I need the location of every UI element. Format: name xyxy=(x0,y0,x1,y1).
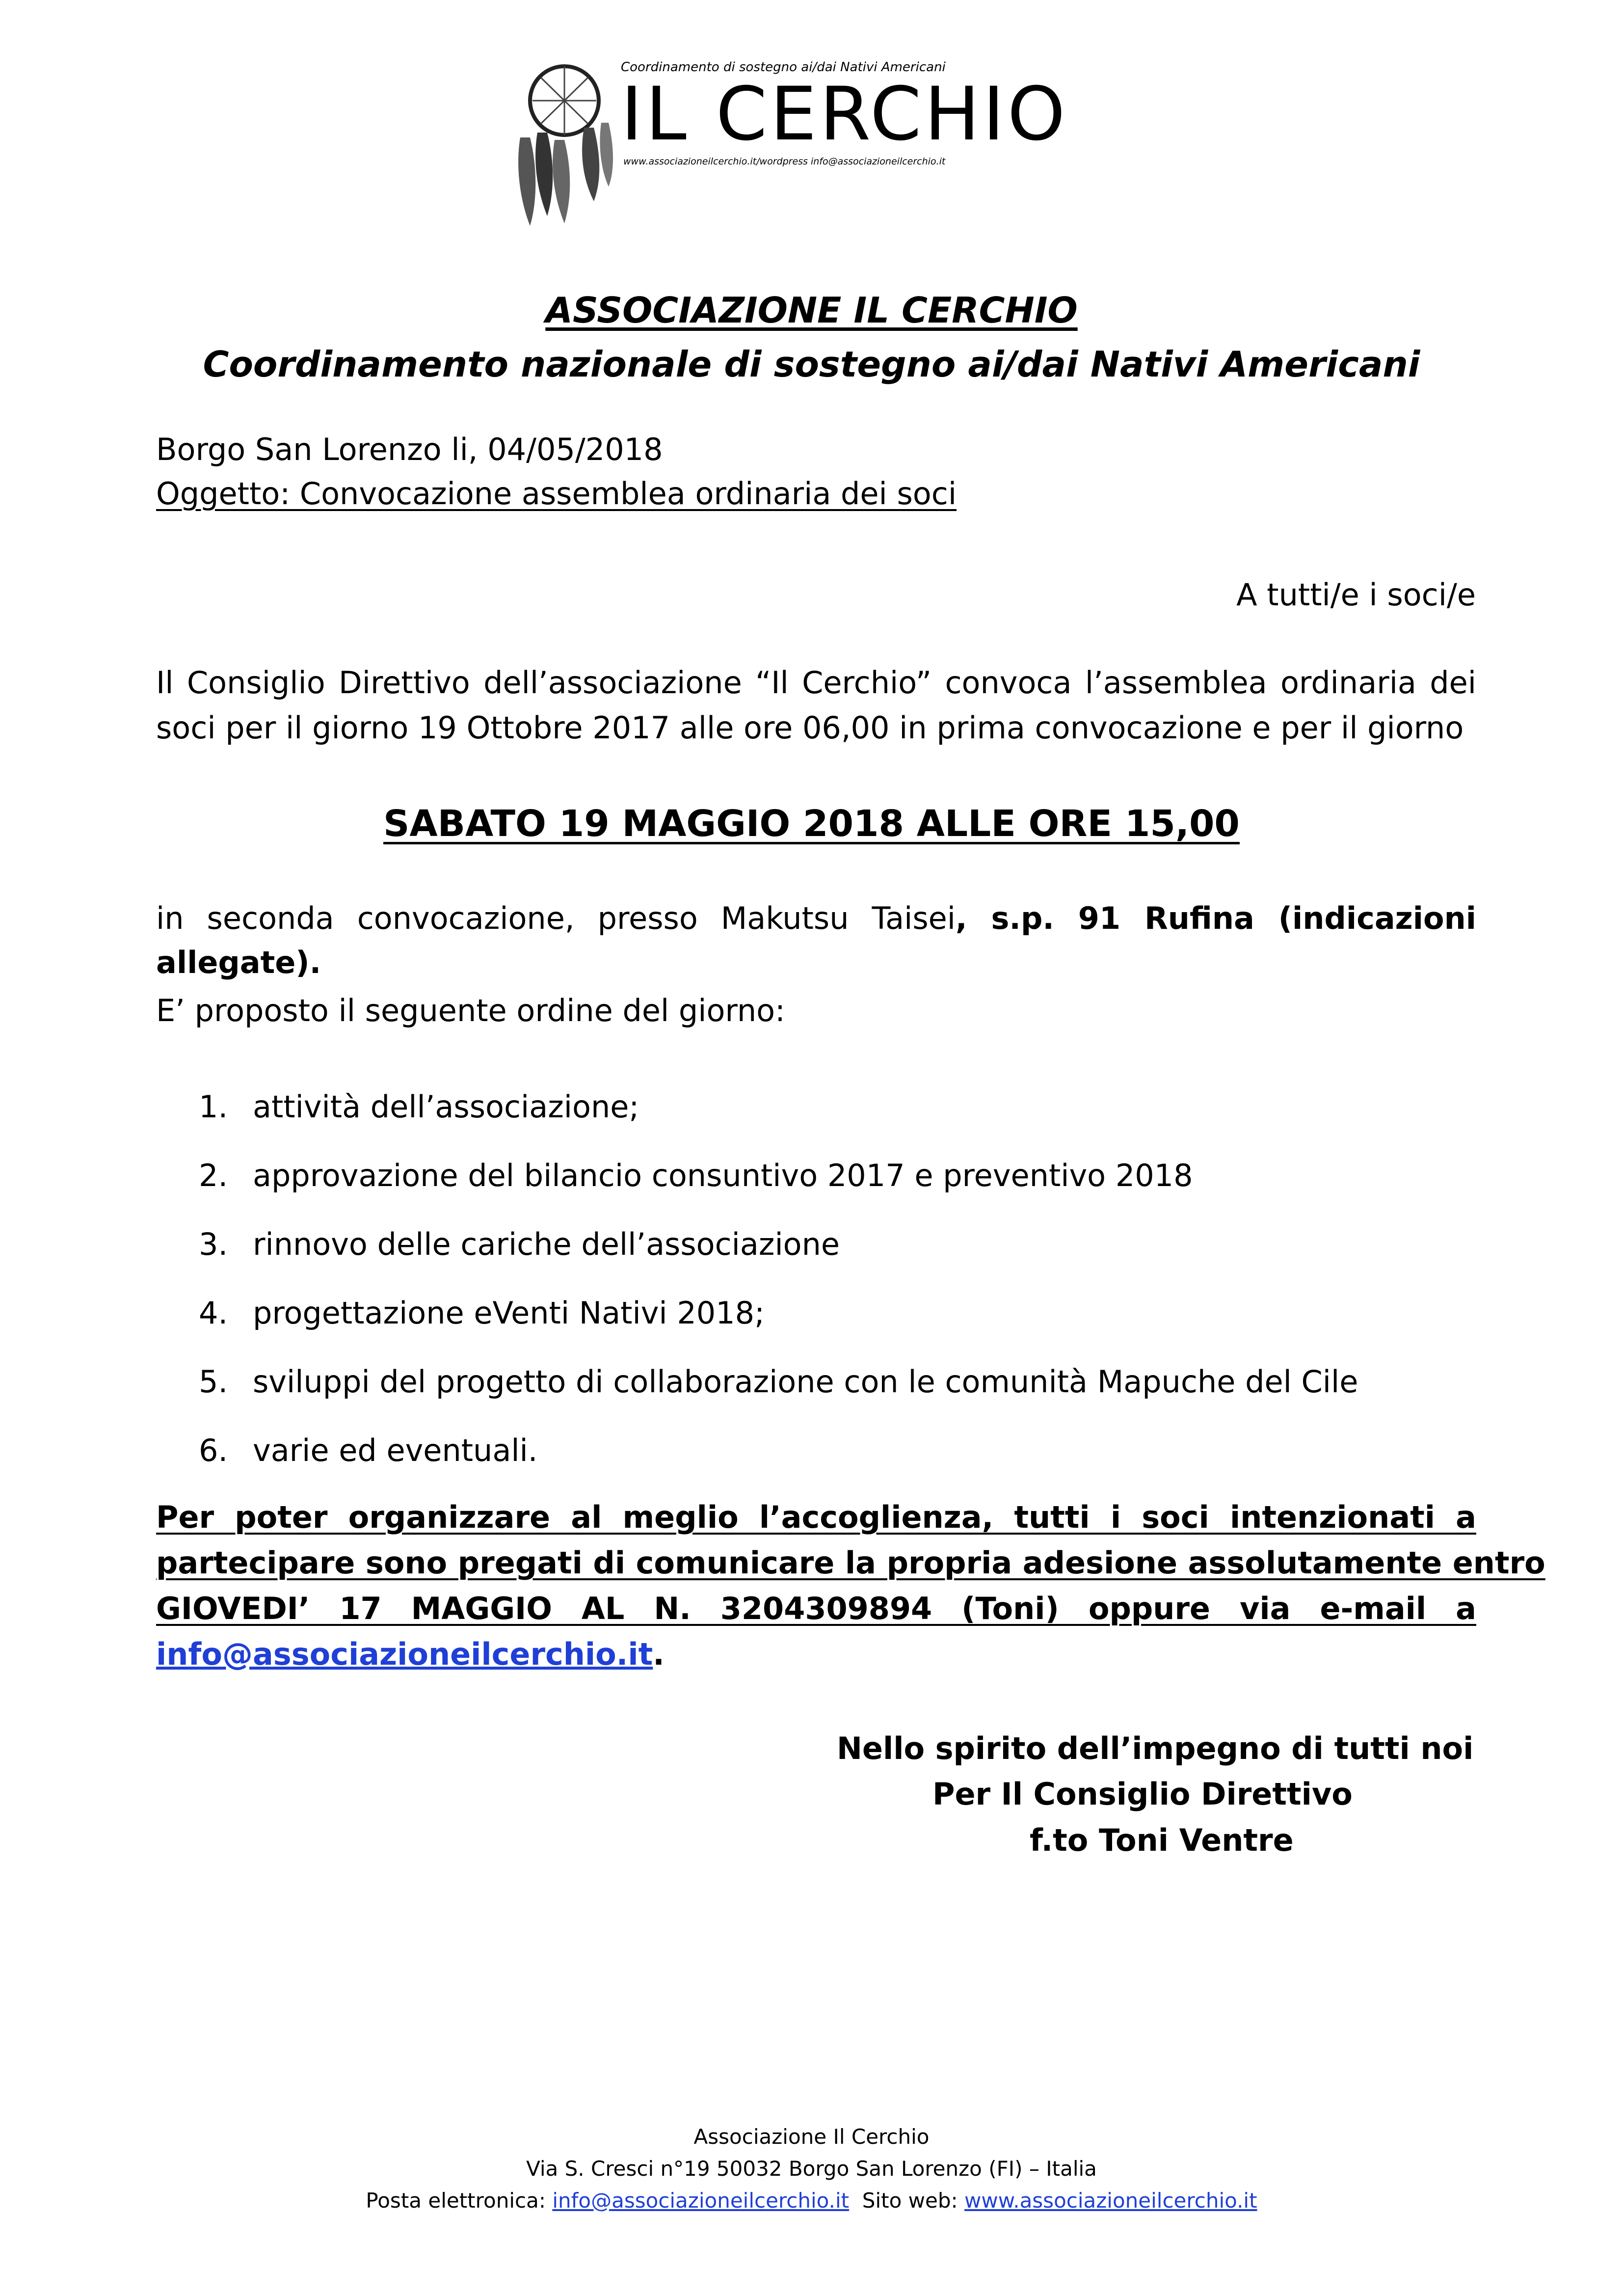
agenda-item: 6. varie ed eventuali. xyxy=(199,1432,538,1468)
place-date: Borgo San Lorenzo li, 04/05/2018 xyxy=(156,432,663,467)
location-line-2: allegate). xyxy=(156,945,321,980)
agenda-item: 3. rinnovo delle cariche dell’associazione xyxy=(199,1226,840,1262)
notice-line-1: Per poter organizzare al meglio l’accoglienza, tutti i soci intenzionati a xyxy=(156,1499,1476,1535)
signature-line-3: f.to Toni Ventre xyxy=(1030,1822,1294,1858)
agenda-item: 4. progettazione eVenti Nativi 2018; xyxy=(199,1295,765,1331)
logo-tagline: Coordinamento di sostegno ai/dai Nativi Americani xyxy=(621,60,946,75)
footer-email-link[interactable]: info@associazioneilcerchio.it xyxy=(552,2188,850,2213)
signature-line-1: Nello spirito dell’impegno di tutti noi xyxy=(837,1730,1474,1766)
agenda-item: 2. approvazione del bilancio consuntivo 2017 e preventivo 2018 xyxy=(199,1158,1193,1193)
notice-line-4: info@associazioneilcerchio.it. xyxy=(156,1636,665,1672)
notice-line-3: GIOVEDI’ 17 MAGGIO AL N. 3204309894 (Toni) oppure via e-mail a xyxy=(156,1591,1476,1626)
document-title: ASSOCIAZIONE IL CERCHIO xyxy=(545,290,1078,331)
agenda-intro: E’ proposto il seguente ordine del giorno: xyxy=(156,993,785,1028)
second-convocation-date: SABATO 19 MAGGIO 2018 ALLE ORE 15,00 xyxy=(383,803,1240,845)
footer-name: Associazione Il Cerchio xyxy=(693,2125,930,2149)
dreamcatcher-icon xyxy=(510,54,623,231)
notice-email-link[interactable]: info@associazioneilcerchio.it xyxy=(156,1636,653,1672)
document-subtitle: Coordinamento nazionale di sostegno ai/dai Nativi Americani xyxy=(203,344,1420,385)
footer-contacts: Posta elettronica: info@associazioneilcerchio.it Sito web: www.associazioneilcerchio.it xyxy=(366,2188,1257,2213)
signature-line-2: Per Il Consiglio Direttivo xyxy=(932,1776,1353,1812)
location-road: , s.p. 91 Rufina (indicazioni xyxy=(956,900,1476,936)
footer-site-link[interactable]: www.associazioneilcerchio.it xyxy=(964,2188,1257,2213)
agenda-item: 1. attività dell’associazione; xyxy=(199,1089,639,1125)
footer-address: Via S. Cresci n°19 50032 Borgo San Lorenzo (FI) – Italia xyxy=(526,2157,1097,2181)
notice-line-2: partecipare sono pregati di comunicare la propria adesione assolutamente entro xyxy=(156,1545,1545,1581)
salutation: A tutti/e i soci/e xyxy=(1236,577,1476,613)
logo-urls: www.associazioneilcerchio.it/wordpress info@associazioneilcerchio.it xyxy=(623,156,946,167)
association-logo xyxy=(510,54,1068,231)
agenda-item: 5. sviluppi del progetto di collaborazione con le comunità Mapuche del Cile xyxy=(199,1364,1358,1400)
logo-name: IL CERCHIO xyxy=(621,72,1068,157)
body-line-1: Il Consiglio Direttivo dell’associazione “Il Cerchio” convoca l’assemblea ordinaria dei xyxy=(156,665,1476,701)
location-line-1 xyxy=(156,900,1476,936)
body-line-2: soci per il giorno 19 Ottobre 2017 alle ore 06,00 in prima convocazione e per il giorno xyxy=(156,710,1464,746)
subject: Oggetto: Convocazione assemblea ordinaria dei soci xyxy=(156,476,957,512)
location-venue: in seconda convocazione, presso Makutsu Taisei xyxy=(156,900,956,936)
